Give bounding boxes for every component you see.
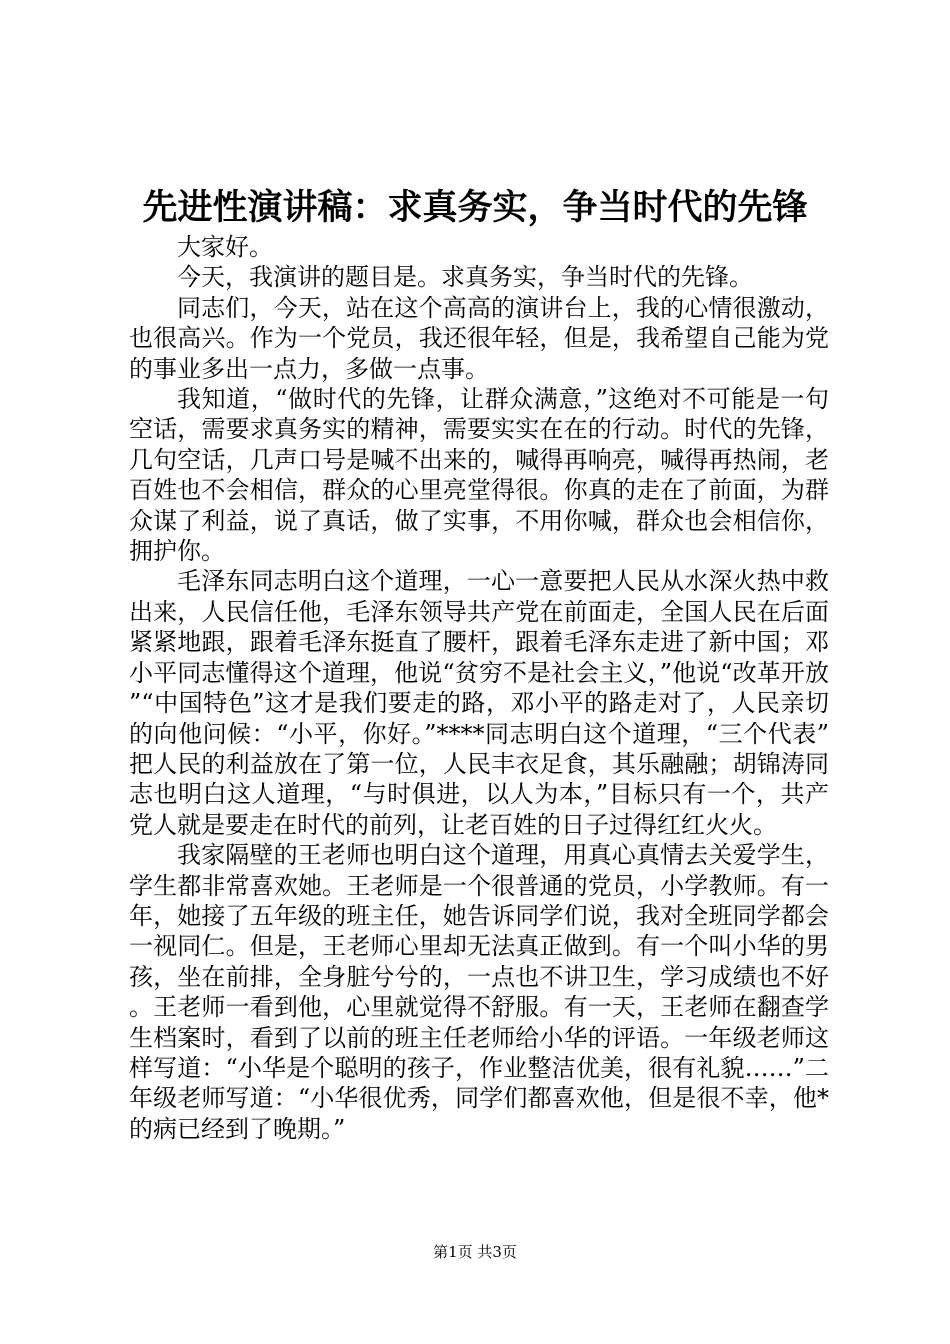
paragraph-vanguard: 我知道，“做时代的先锋，让群众满意，”这绝对不可能是一句空话，需要求真务实的精神，需要实实在在的行动。时代的先锋，几句空话，几声口号是喊不出来的，喊得再响亮，喊得再热闹，老百姓也不会相信，群众的心里亮堂得很。你真的走在了前面，为群众谋了利益，说了真话，做了实事，不用你喊，群众也会相信你，拥护你。 — [129, 385, 829, 566]
paragraph-leaders: 毛泽东同志明白这个道理，一心一意要把人民从水深火热中救出来，人民信任他，毛泽东领导共产党在前面走，全国人民在后面紧紧地跟，跟着毛泽东挺直了腰杆，跟着毛泽东走进了新中国；邓小平同志懂得这个道理，他说“贫穷不是社会主义，”他说“改革开放”“中国特色”这才是我们要走的路，邓小平的路走对了，人民亲切的向他问候：“小平，你好。”****同志明白这个道理，“三个代表”把人民的利益放在了第一位，人民丰衣足食，其乐融融；胡锦涛同志也明白这人道理，“与时俱进，以人为本，”目标只有一个，共产党人就是要走在时代的前列，让老百姓的日子过得红红火火。 — [129, 567, 829, 839]
page-footer: 第1页 共3页 — [433, 1243, 517, 1261]
paragraph-greeting: 大家好。 — [177, 233, 273, 261]
page-title: 先进性演讲稿：求真务实，争当时代的先锋 — [142, 187, 808, 228]
document-body — [129, 232, 829, 1144]
paragraph-topic: 今天，我演讲的题目是。求真务实，争当时代的先锋。 — [177, 263, 753, 292]
paragraph-teacher-story: 我家隔壁的王老师也明白这个道理，用真心真情去关爱学生，学生都非常喜欢她。王老师是一个很普通的党员，小学教师。有一年，她接了五年级的班主任，她告诉同学们说，我对全班同学都会一视同仁。但是，王老师心里却无法真正做到。有一个叫小华的男孩，坐在前排，全身脏兮兮的，一点也不讲卫生，学习成绩也不好。王老师一看到他，心里就觉得不舒服。有一天，王老师在翻查学生档案时，看到了以前的班主任老师给小华的评语。一年级老师这样写道：“小华是个聪明的孩子，作业整洁优美，很有礼貌……”二年级老师写道：“小华很优秀，同学们都喜欢他，但是很不幸，他*的病已经到了晚期。” — [129, 841, 829, 1143]
paragraph-intro: 同志们，今天，站在这个高高的演讲台上，我的心情很激动，也很高兴。作为一个党员，我还很年轻，但是，我希望自己能为党的事业多出一点力，多做一点事。 — [129, 293, 829, 383]
